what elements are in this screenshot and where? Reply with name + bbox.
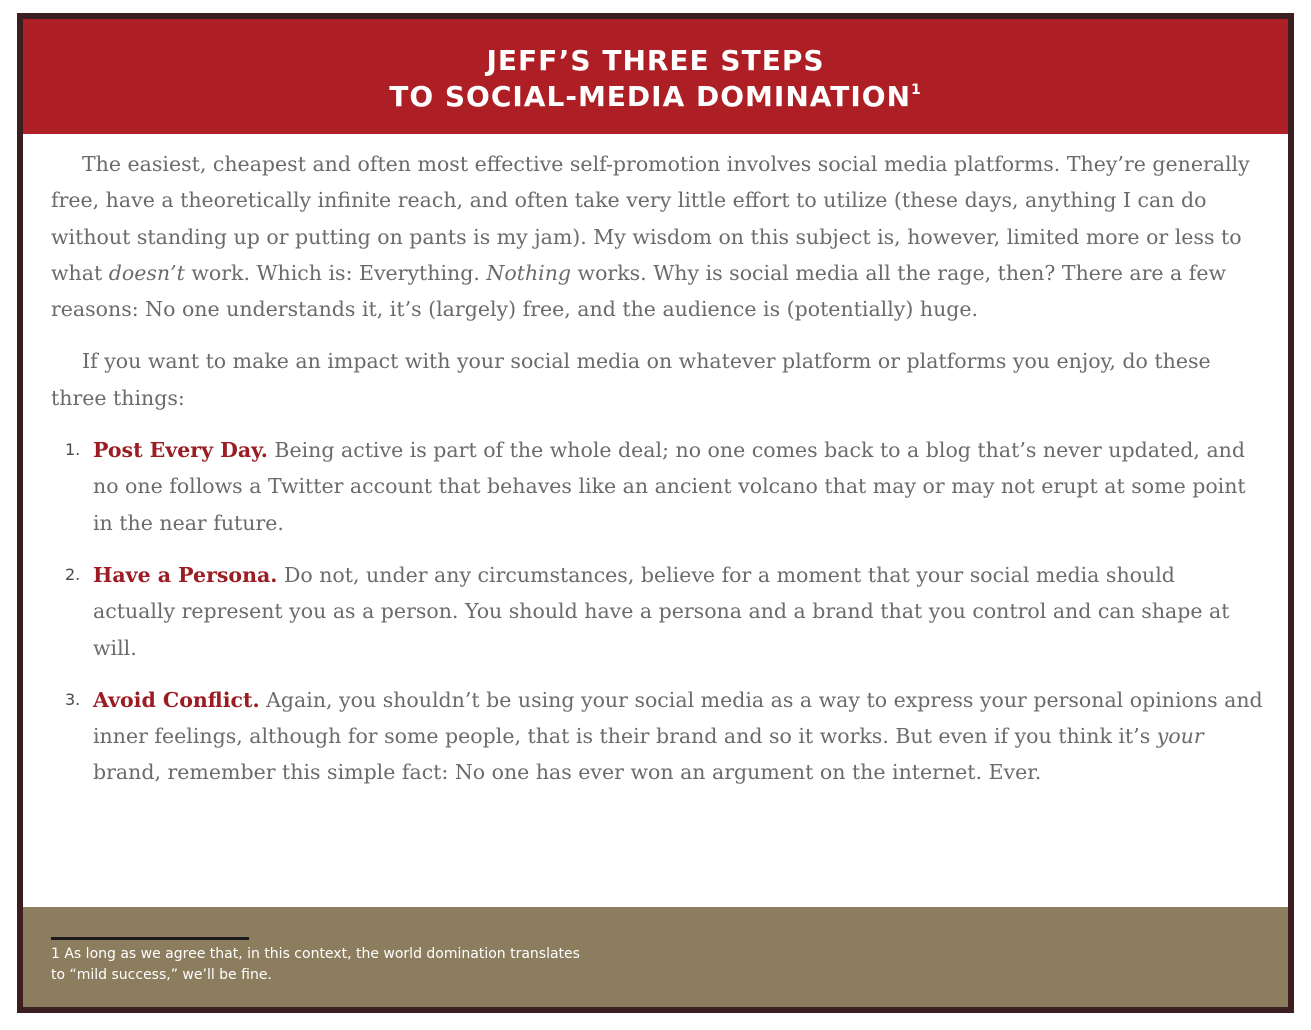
title-line-1: JEFF’S THREE STEPS — [486, 44, 825, 77]
step-number: 2. — [65, 564, 81, 584]
title-line-2-text: TO SOCIAL-MEDIA DOMINATION — [389, 80, 912, 113]
step-text-a: Again, you shouldn’t be using your social media as a way to express your personal opinions and inner feelings, although for some people, that is their brand and so it works. But even if you think it’s — [93, 687, 1263, 749]
title-line-2 — [23, 79, 1288, 115]
footnote-marker: 1 — [911, 82, 922, 98]
box-header — [23, 19, 1288, 134]
step-item-2 — [51, 557, 1263, 666]
step-text-b: brand, remember this simple fact: No one has ever won an argument on the internet. Ever. — [93, 760, 1042, 785]
footnote — [51, 944, 691, 986]
intro-text-a: The easiest, cheapest and often most effective self-promotion involves social media platforms. They’re generally free, have a theoretically infinite reach, and often take very little effort to utilize (these days, anything I can do without standing up or putting on pants is my jam). My wisdom on this subject is, however, limited more or less to what — [51, 152, 1250, 285]
sidebar-box — [17, 13, 1294, 1013]
intro-emphasis-nothing: Nothing — [486, 260, 572, 285]
step-text: Do not, under any circumstances, believe for a moment that your social media should actually represent you as a person. You should have a persona and a brand that you control and can shape at will. — [93, 562, 1230, 660]
intro-paragraph-2: If you want to make an impact with your social media on whatever platform or platforms you enjoy, do these three things: — [51, 349, 1211, 410]
step-title: Avoid Conflict. — [93, 687, 260, 712]
step-item-1 — [51, 432, 1263, 541]
step-number: 3. — [65, 689, 81, 709]
intro-text-c: works. Why is social media all the rage, then? There are a few reasons: No one understands it, it’s (largely) free, and the audience is (potentially) huge. — [51, 260, 1227, 322]
steps-list — [51, 432, 1263, 791]
step-item-3 — [51, 682, 1263, 791]
box-footer — [23, 907, 1288, 1007]
footnote-line-1: 1 As long as we agree that, in this context, the world domination translates — [51, 946, 580, 962]
intro-emphasis-doesnt: doesn’t — [108, 260, 185, 285]
step-title: Have a Persona. — [93, 562, 278, 587]
footnote-line-2: to “mild success,” we’ll be fine. — [51, 967, 272, 983]
box-body — [51, 146, 1263, 807]
intro-text-b: work. Which is: Everything. — [184, 260, 487, 285]
step-title: Post Every Day. — [93, 438, 268, 463]
step-number: 1. — [65, 440, 81, 460]
intro-paragraph-1 — [51, 146, 1263, 327]
footnote-divider — [51, 937, 249, 940]
step-text: Being active is part of the whole deal; no one comes back to a blog that’s never updated, and no one follows a Twitter account that behaves like an ancient volcano that may or may not erupt at some point in the near future. — [93, 438, 1246, 535]
step-emphasis-your: your — [1156, 724, 1204, 749]
